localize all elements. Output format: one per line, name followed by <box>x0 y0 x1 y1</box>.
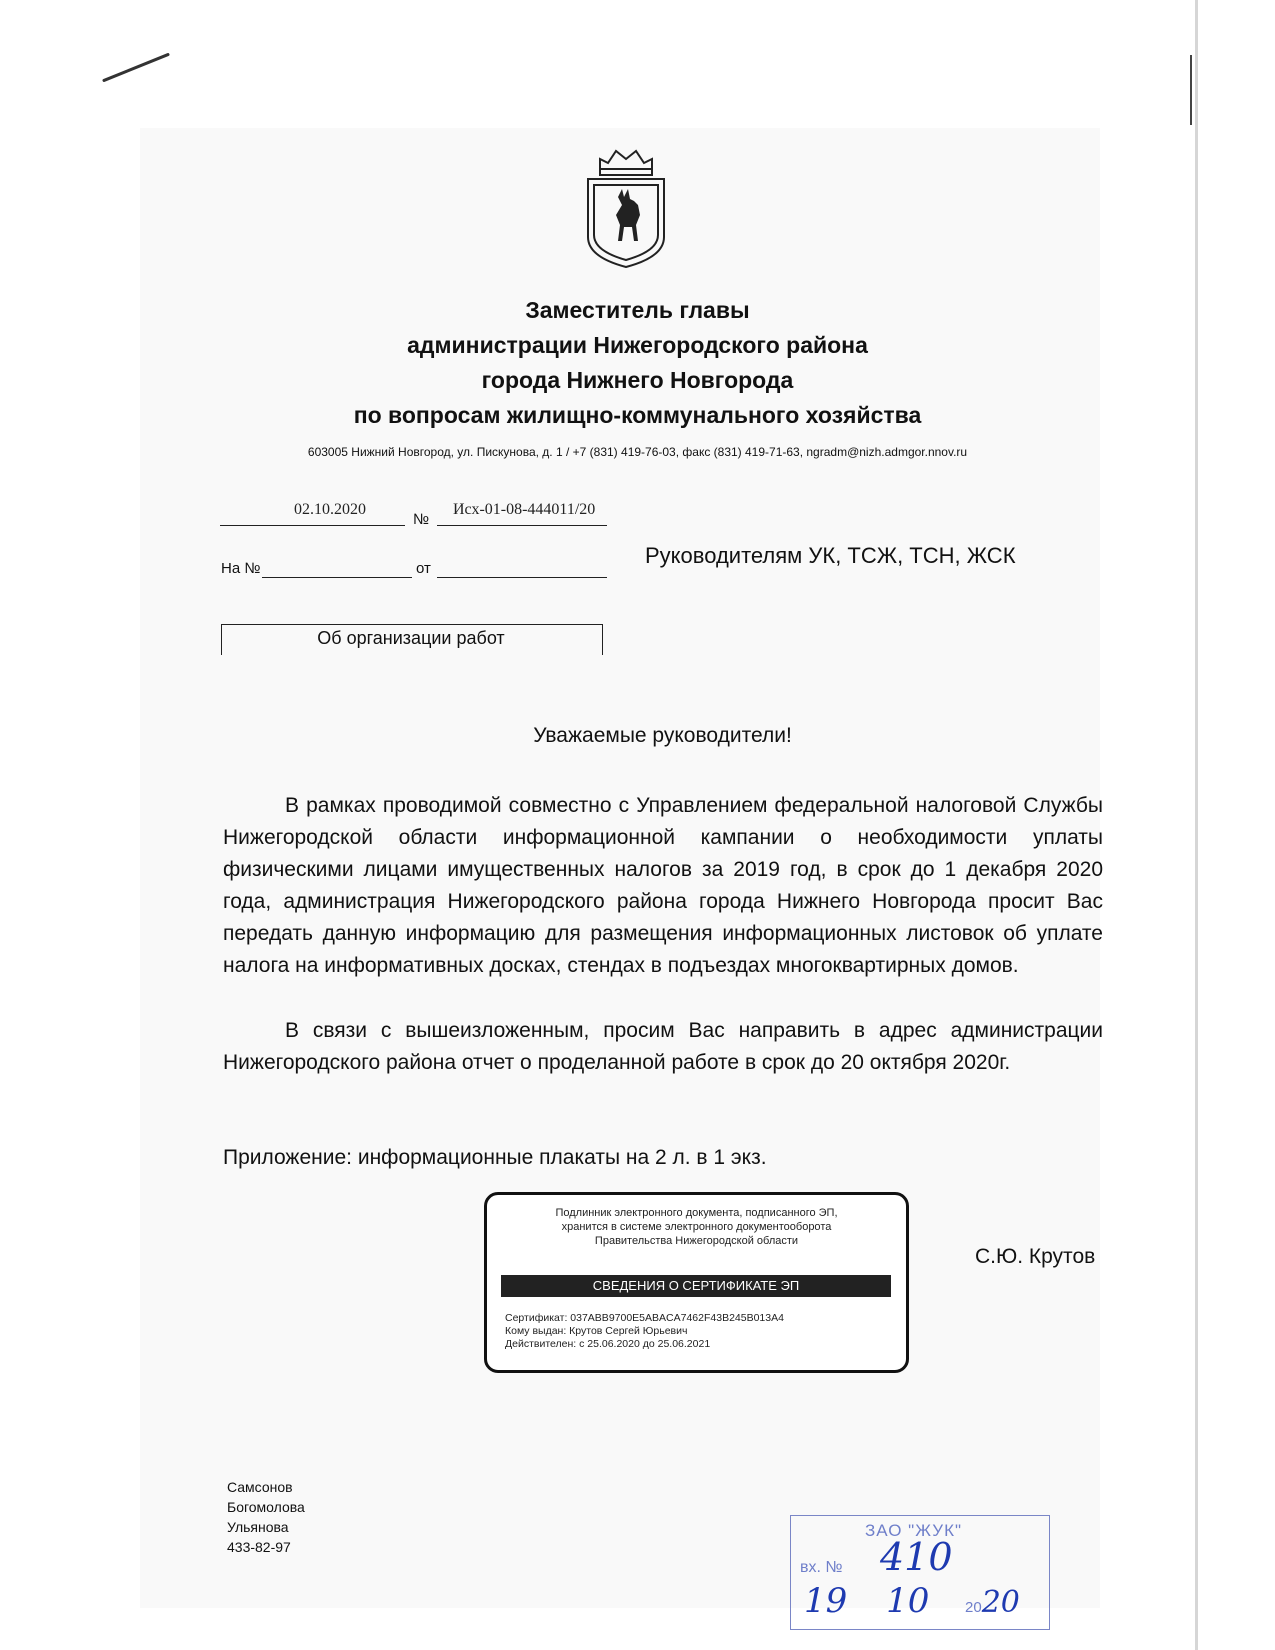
incoming-year-prefix: 20 <box>965 1599 982 1616</box>
date-underline <box>220 525 405 526</box>
reply-number-underline <box>262 577 412 578</box>
incoming-year-suffix: 20 <box>981 1585 1020 1620</box>
certificate-validity: Действителен: с 25.06.2020 до 25.06.2021 <box>505 1338 711 1350</box>
subject: Об организации работ <box>317 628 505 648</box>
executor-name: Ульянова <box>227 1519 289 1535</box>
body-paragraph-2: В связи с вышеизложенным, просим Вас направить в адрес администрации Нижегородского района отчет о проделанной работе в срок до 20 октября 2020г. <box>223 1019 1103 1074</box>
certificate-number: Сертификат: 037ABB9700E5ABACA7462F43B245B013A4 <box>505 1312 784 1324</box>
reply-number-label: На № <box>221 560 261 577</box>
scan-edge <box>1195 0 1198 1650</box>
signature-stamp-line-3: Правительства Нижегородской области <box>594 1235 799 1247</box>
incoming-year <box>965 1585 1020 1620</box>
incoming-registration-stamp <box>790 1515 1050 1630</box>
number-label: № <box>413 511 430 528</box>
reply-from-label: от <box>416 560 431 577</box>
outgoing-date: 02.10.2020 <box>294 501 366 518</box>
attachment-line: Приложение: информационные плакаты на 2 л. в 1 экз. <box>223 1146 767 1169</box>
signature-stamp-header <box>487 1206 906 1248</box>
incoming-number-label: вх. № <box>800 1559 843 1576</box>
certificate-details <box>505 1312 784 1351</box>
incoming-stamp-org: ЗАО "ЖУК" <box>865 1521 963 1540</box>
outgoing-number: Исх-01-08-444011/20 <box>453 501 596 518</box>
executor-name: Богомолова <box>227 1499 305 1515</box>
addressee: Руководителям УК, ТСЖ, ТСН, ЖСК <box>645 543 1016 568</box>
incoming-number-handwritten: 410 <box>880 1535 953 1579</box>
certificate-info-bar: СВЕДЕНИЯ О СЕРТИФИКАТЕ ЭП <box>501 1275 891 1297</box>
number-underline <box>437 525 607 526</box>
executor-name: Самсонов <box>227 1479 293 1495</box>
incoming-date-handwritten: 19 10 <box>804 1581 930 1621</box>
body-paragraph-1: В рамках проводимой совместно с Управлением федеральной налоговой Службы Нижегородской области информационной кампании о необходимости уплаты физическими лицами имущественных налогов за 2019 год, в срок до 1 декабря 2020 года, администрация Нижегородского района города Нижнего Новгорода просит Вас передать данную информацию для размещения информационных листовок об уплате налога на информативных досках, стендах в подъездах многоквартирных домов. <box>223 794 1103 977</box>
signer-name: С.Ю. Крутов <box>975 1245 1096 1268</box>
reply-date-underline <box>437 577 607 578</box>
certificate-issued-to: Кому выдан: Крутов Сергей Юрьевич <box>505 1325 688 1337</box>
coat-of-arms-emblem <box>578 145 674 271</box>
electronic-signature-stamp <box>484 1192 909 1373</box>
executors-block <box>227 1477 305 1557</box>
signature-stamp-line-2: хранится в системе электронного документооборота <box>561 1221 832 1233</box>
header-title-line-3: города Нижнего Новгорода <box>481 367 794 393</box>
greeting: Уважаемые руководители! <box>533 724 792 747</box>
header-address: 603005 Нижний Новгород, ул. Пискунова, д. 1 / +7 (831) 419-76-03, факс (831) 419-71-63, ngradm@nizh.admgor.nnov.ru <box>307 445 968 459</box>
scan-edge-mark <box>1190 55 1192 125</box>
header-title-line-1: Заместитель главы <box>525 297 750 323</box>
header-title-line-4: по вопросам жилищно-коммунального хозяйства <box>353 402 922 428</box>
executor-phone: 433-82-97 <box>227 1539 291 1555</box>
signature-stamp-line-1: Подлинник электронного документа, подписанного ЭП, <box>555 1207 838 1219</box>
pen-mark <box>102 53 170 83</box>
header-title-line-2: администрации Нижегородского района <box>407 332 868 358</box>
